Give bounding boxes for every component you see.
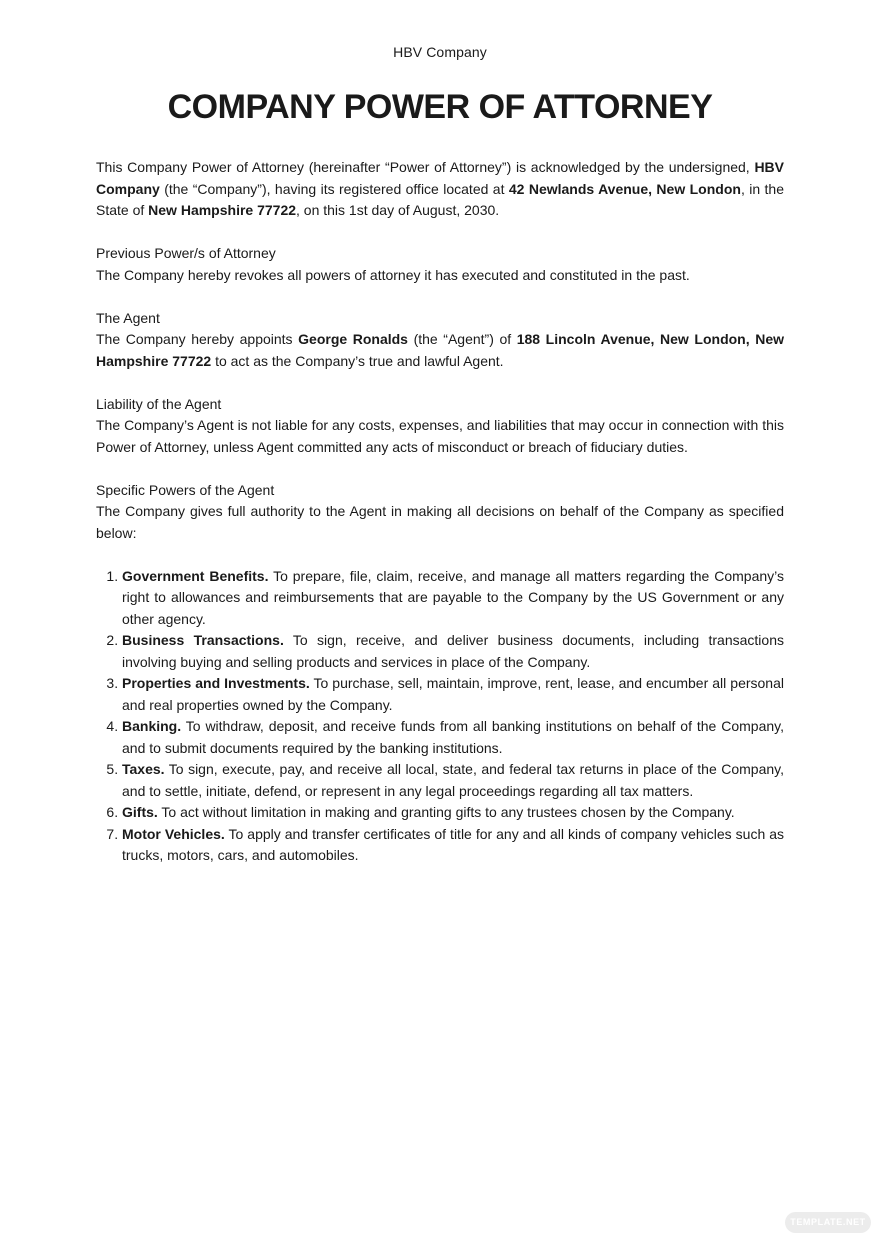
power-label: Banking.	[122, 718, 182, 734]
agent-address: 188 Lincoln Avenue, New London, New Hampshire 77722	[96, 331, 784, 369]
power-label: Gifts.	[122, 804, 158, 820]
power-text: To sign, execute, pay, and receive all local, state, and federal tax returns in place of the Company, and to settle, initiate, defend, or represent in any legal proceedings regarding all tax matters.	[122, 761, 784, 799]
intro-text-2: (the “Company”), having its registered office located at	[159, 180, 509, 197]
document-body	[96, 157, 784, 867]
agent-heading: The Agent	[96, 309, 160, 326]
company-name-header: HBV Company	[393, 44, 487, 60]
power-label: Business Transactions.	[122, 632, 284, 648]
power-label: Properties and Investments.	[122, 675, 310, 691]
power-text: To apply and transfer certificates of title for any and all kinds of company vehicles such as trucks, motors, cars, and automobiles.	[122, 825, 784, 863]
power-text: To act without limitation in making and granting gifts to any trustees chosen by the Company.	[157, 804, 735, 820]
power-text: To withdraw, deposit, and receive funds from all banking institutions on behalf of the Company, and to submit documents required by the banking institutions.	[122, 718, 784, 756]
list-item	[122, 673, 784, 716]
list-item	[122, 716, 784, 759]
intro-paragraph	[96, 157, 784, 222]
intro-text-1: This Company Power of Attorney (hereinafter “Power of Attorney”) is acknowledged by the undersigned,	[96, 159, 755, 175]
agent-text-1: The Company hereby appoints	[96, 331, 299, 347]
agent-text-2: (the “Agent”) of	[407, 331, 517, 347]
power-label: Motor Vehicles.	[122, 825, 225, 842]
document-title: COMPANY POWER OF ATTORNEY	[167, 88, 713, 126]
intro-text-4: , on this 1st day of August, 2030.	[296, 202, 500, 218]
previous-powers-heading: Previous Power/s of Attorney	[96, 245, 276, 261]
list-item	[122, 824, 784, 867]
power-text: To sign, receive, and deliver business documents, including transactions involving buying and selling products and services in place of the Company.	[122, 632, 784, 670]
power-label: Government Benefits.	[122, 567, 269, 584]
specific-powers-heading: Specific Powers of the Agent	[96, 481, 275, 498]
liability-text: The Company’s Agent is not liable for any costs, expenses, and liabilities that may occur in connection with this Power of Attorney, unless Agent committed any acts of misconduct or breach of fiduciary duties.	[96, 417, 784, 455]
intro-state-zip: New Hampshire 77722	[148, 202, 297, 218]
power-text: To purchase, sell, maintain, improve, rent, lease, and encumber all personal and real properties owned by the Company.	[122, 675, 784, 713]
intro-office-address: 42 Newlands Avenue, New London	[508, 180, 741, 197]
previous-powers-text: The Company hereby revokes all powers of attorney it has executed and constituted in the past.	[96, 266, 690, 283]
intro-text-3: , in the State of	[96, 180, 784, 218]
power-label: Taxes.	[122, 761, 165, 777]
intro-company-name: HBV Company	[96, 159, 784, 197]
agent-text-3: to act as the Company’s true and lawful Agent.	[211, 352, 504, 369]
list-item	[122, 759, 784, 802]
list-item	[122, 630, 784, 673]
template-net-watermark: TEMPLATE.NET	[785, 1212, 871, 1233]
liability-heading: Liability of the Agent	[96, 395, 222, 412]
specific-powers-list	[96, 566, 784, 867]
agent-name: George Ronalds	[298, 331, 408, 347]
specific-powers-text: The Company gives full authority to the Agent in making all decisions on behalf of the Company as specified below:	[96, 503, 784, 541]
list-item	[122, 802, 784, 824]
agent-paragraph	[96, 329, 784, 372]
power-text: To prepare, file, claim, receive, and manage all matters regarding the Company’s right to allowances and reimbursements that are payable to the Company by the US Government or any other agency.	[122, 567, 784, 627]
list-item	[122, 566, 784, 631]
